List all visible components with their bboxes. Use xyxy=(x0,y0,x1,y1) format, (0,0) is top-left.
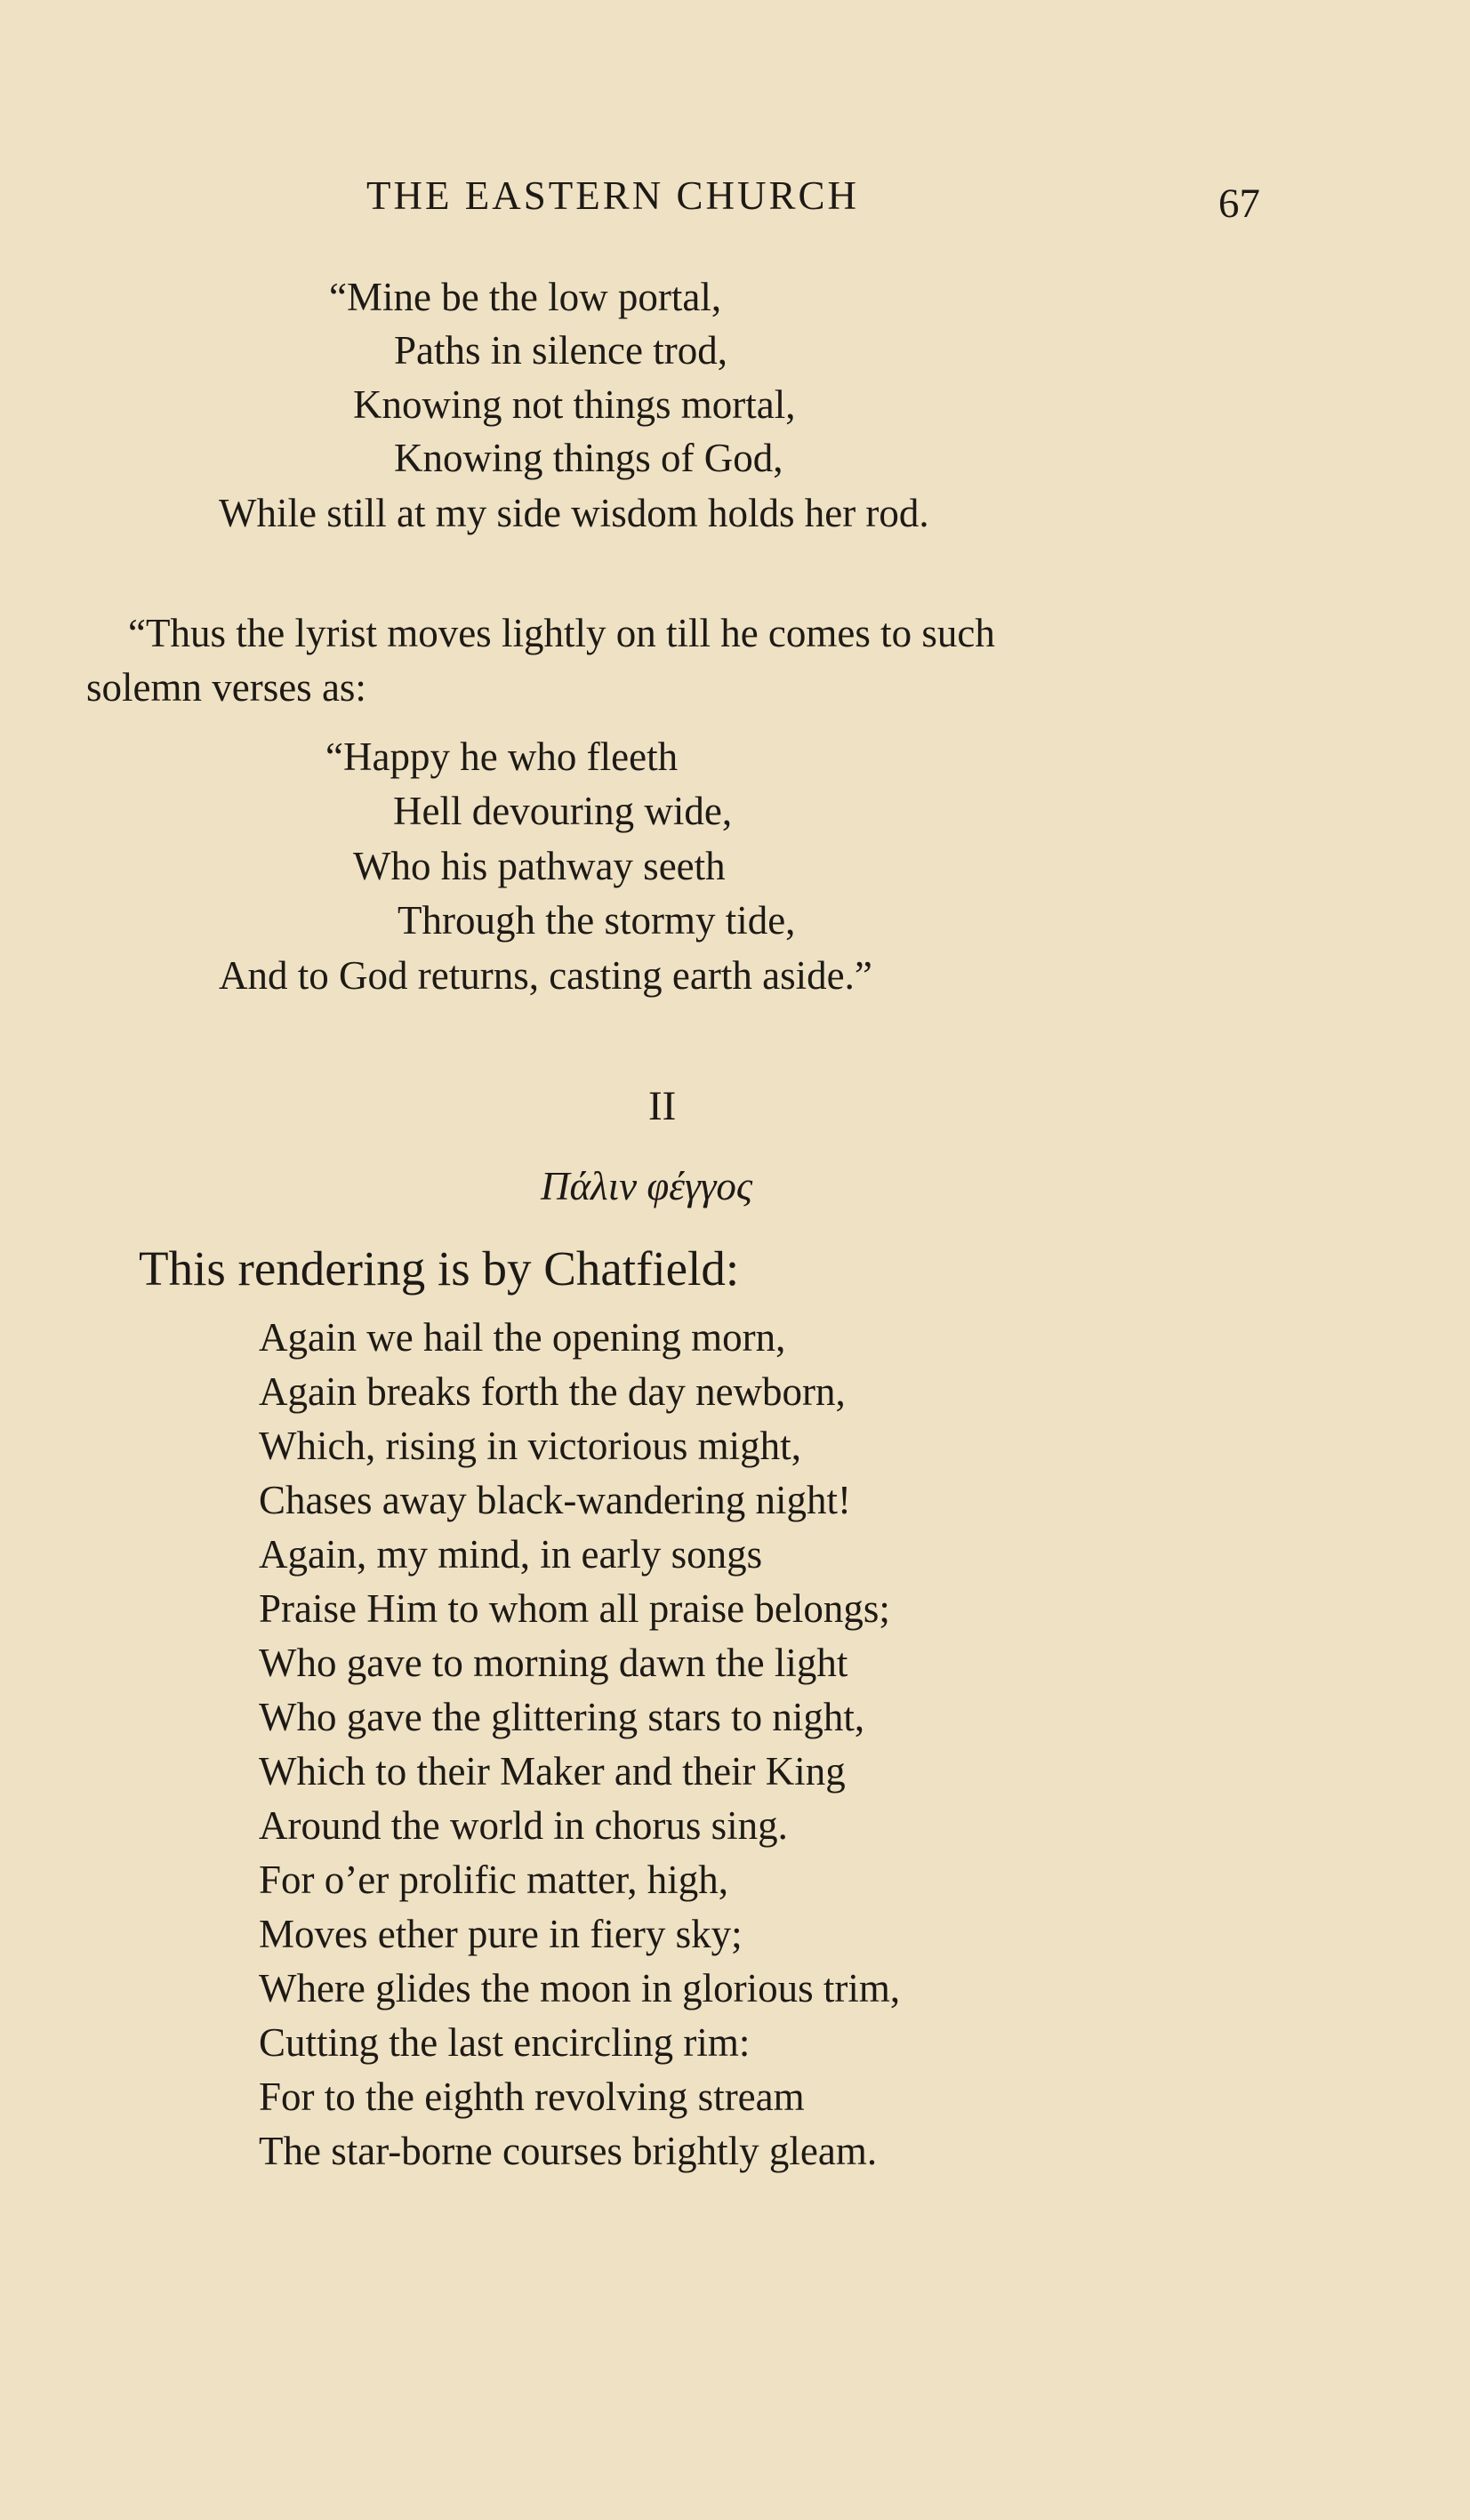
stanza1-line: Knowing things of God, xyxy=(394,436,783,480)
stanza1-line: While still at my side wisdom holds her rod. xyxy=(219,491,929,535)
intro-line: This rendering is by Chatfield: xyxy=(139,1241,740,1296)
poem-line: Which, rising in victorious might, xyxy=(259,1424,801,1468)
poem-line: Again we hail the opening morn, xyxy=(259,1315,786,1360)
stanza2-line: “Happy he who fleeth xyxy=(325,734,679,779)
poem-line: Around the world in chorus sing. xyxy=(259,1803,788,1848)
poem-line: Praise Him to whom all praise belongs; xyxy=(259,1586,890,1631)
poem-line: For to the eighth revolving stream xyxy=(259,2075,805,2119)
poem-line: Cutting the last encircling rim: xyxy=(259,2020,751,2065)
poem-line: The star-borne courses brightly gleam. xyxy=(259,2129,878,2173)
stanza2-line: Hell devouring wide, xyxy=(393,789,733,833)
poem-line: For o’er prolific matter, high, xyxy=(259,1858,729,1902)
poem-line: Who gave to morning dawn the light xyxy=(259,1641,848,1685)
stanza2-line: Who his pathway seeth xyxy=(353,844,726,888)
stanza2-line: And to God returns, casting earth aside.” xyxy=(219,953,872,998)
stanza2-line: Through the stormy tide, xyxy=(398,898,796,943)
poem-line: Who gave the glittering stars to night, xyxy=(259,1695,865,1739)
poem-line: Moves ether pure in fiery sky; xyxy=(259,1912,743,1956)
stanza1-line: Paths in silence trod, xyxy=(394,328,727,373)
stanza1-line: “Mine be the low portal, xyxy=(329,275,722,319)
poem-line: Where glides the moon in glorious trim, xyxy=(259,1966,901,2010)
section-numeral: II xyxy=(648,1083,677,1129)
poem-line: Again breaks forth the day newborn, xyxy=(259,1369,846,1414)
poem-line: Chases away black-wandering night! xyxy=(259,1478,852,1522)
poem-line: Which to their Maker and their King xyxy=(259,1749,846,1794)
poem-line: Again, my mind, in early songs xyxy=(259,1532,763,1577)
stanza1-line: Knowing not things mortal, xyxy=(353,382,796,427)
paragraph-line: “Thus the lyrist moves lightly on till he comes to such xyxy=(128,611,995,655)
page-number: 67 xyxy=(1218,181,1260,227)
greek-title: Πάλιν φέγγος xyxy=(541,1164,753,1208)
paragraph-line: solemn verses as: xyxy=(86,665,366,710)
running-header: THE EASTERN CHURCH xyxy=(366,173,860,218)
